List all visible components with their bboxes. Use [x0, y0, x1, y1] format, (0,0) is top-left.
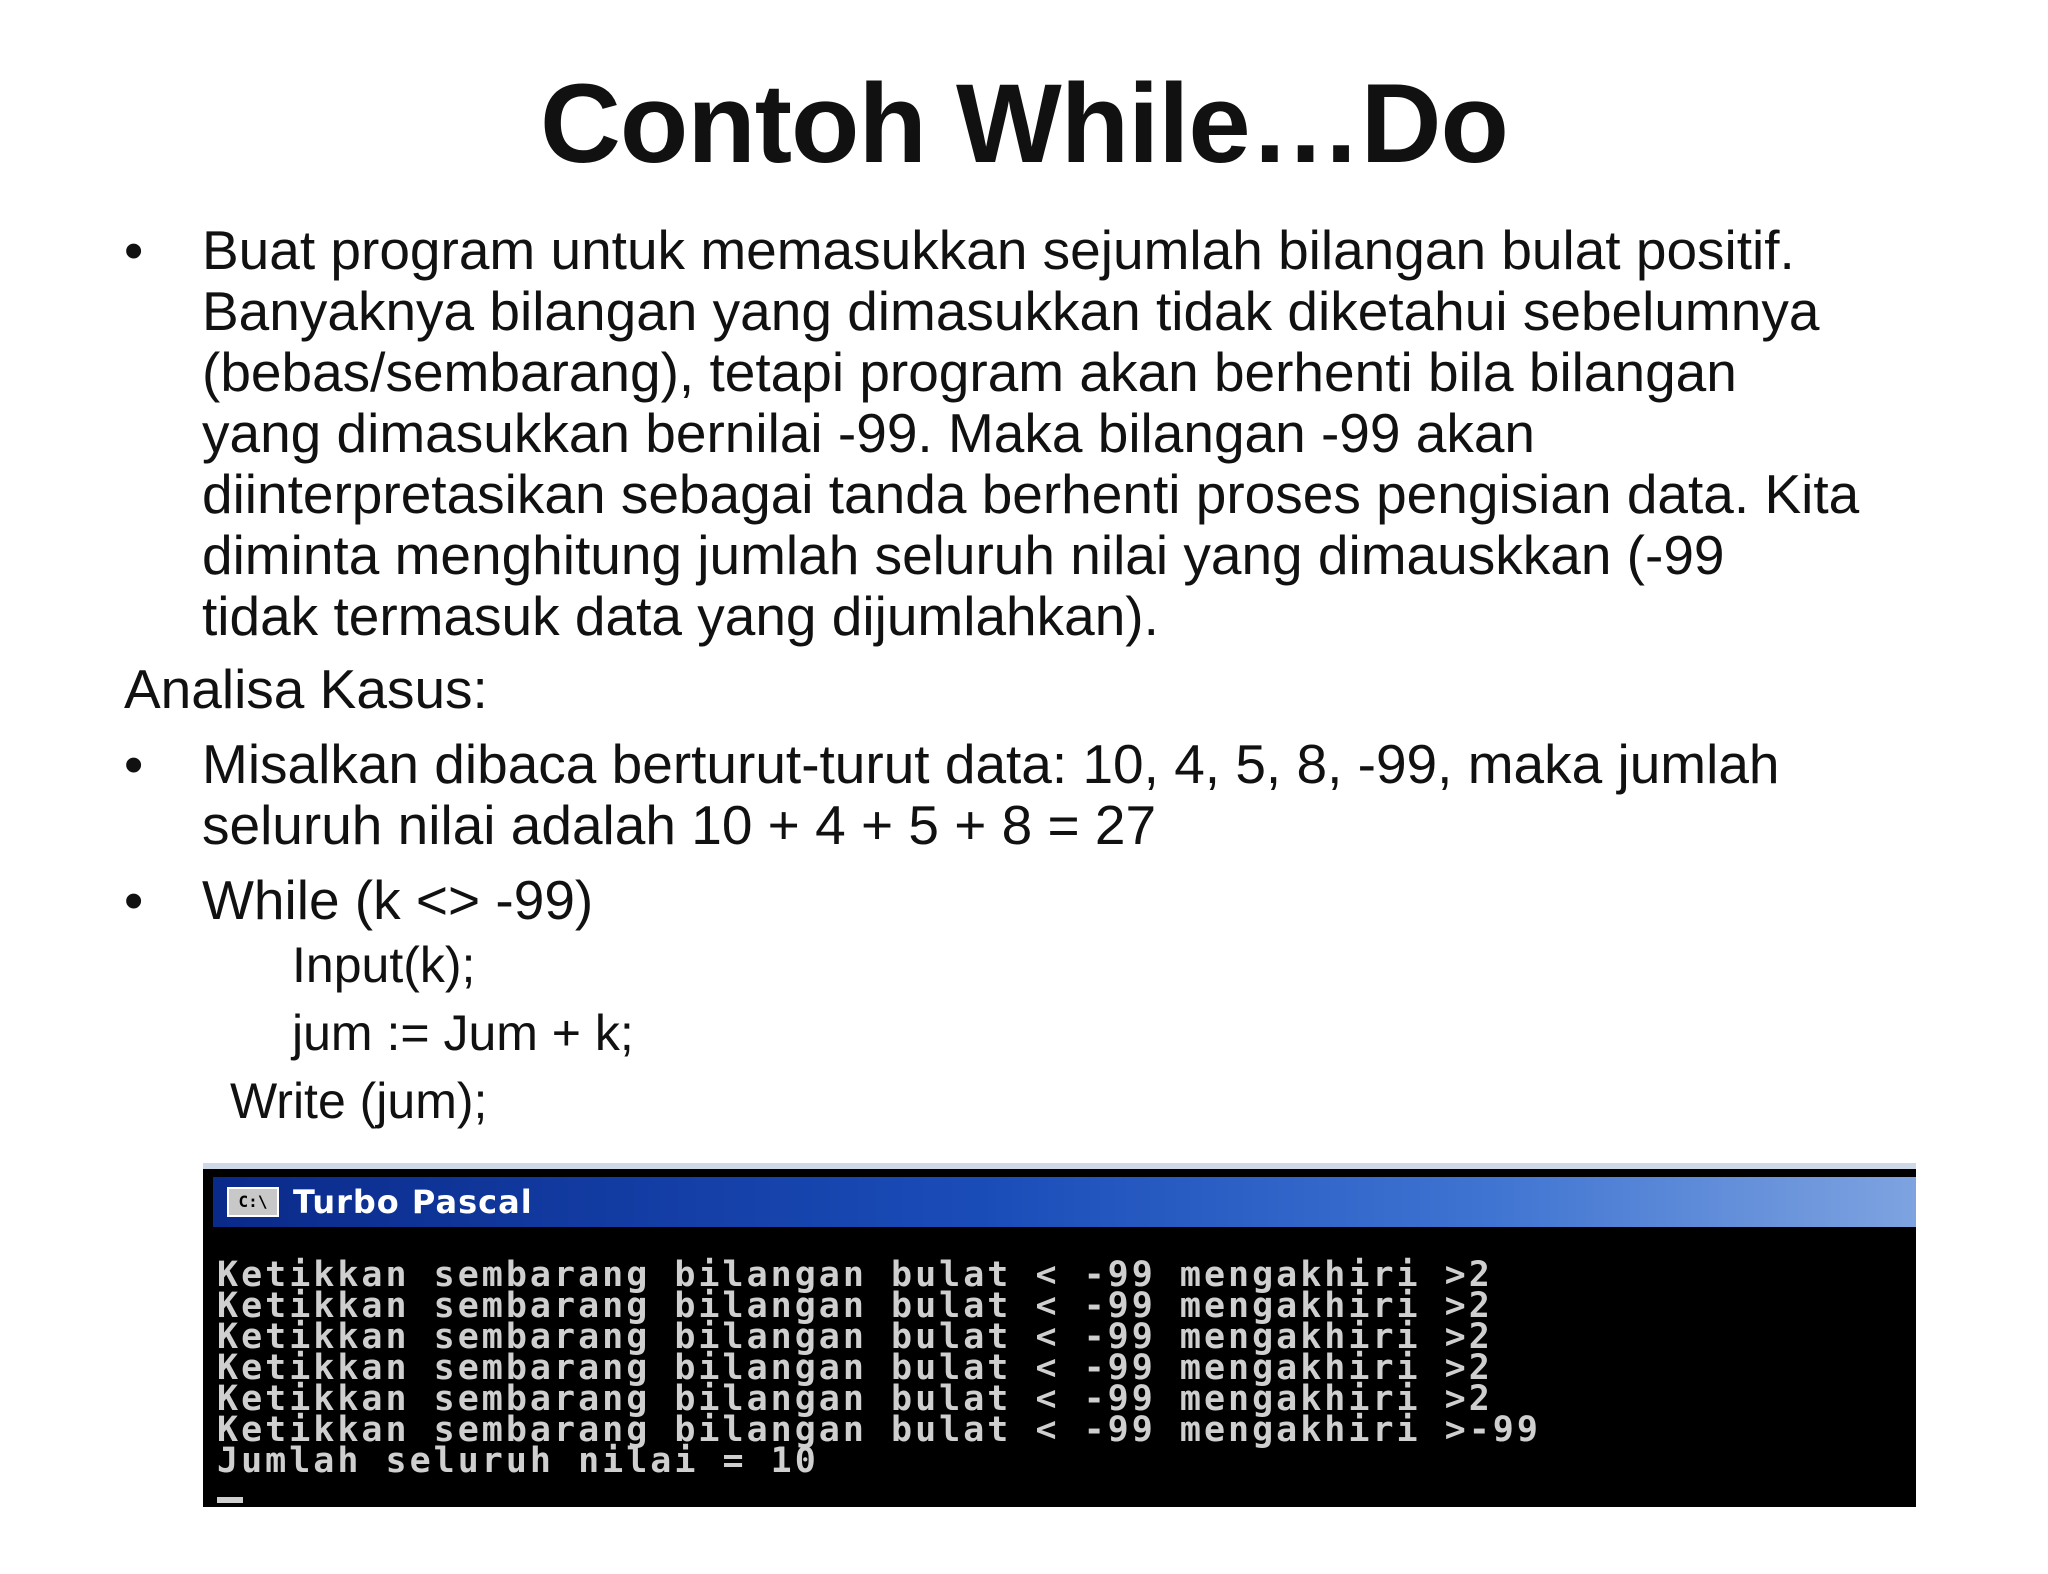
problem-line: Banyaknya bilangan yang dimasukkan tidak diketahui sebelumnya — [202, 280, 1820, 342]
problem-line: diinterpretasikan sebagai tanda berhenti proses pengisian data. Kita — [202, 463, 1860, 525]
while-statement: While (k <> -99) — [202, 869, 594, 931]
terminal-title: Turbo Pascal — [293, 1183, 533, 1221]
terminal-line: Ketikkan sembarang bilangan bulat < -99 mengakhiri >2 — [217, 1255, 1493, 1295]
bullet-dot: • — [124, 869, 144, 931]
pseudocode-block — [124, 931, 1984, 1135]
terminal-line: Ketikkan sembarang bilangan bulat < -99 mengakhiri >2 — [217, 1379, 1493, 1419]
code-line-assign: jum := Jum + k; — [292, 1005, 634, 1061]
problem-line: tidak termasuk data yang dijumlahkan). — [202, 585, 1159, 647]
terminal-output — [203, 1227, 1916, 1570]
turbo-pascal-window — [203, 1163, 1916, 1507]
problem-line: Buat program untuk memasukkan sejumlah bilangan bulat positif. — [202, 219, 1795, 281]
example-line: Misalkan dibaca berturut-turut data: 10, 4, 5, 8, -99, maka jumlah — [202, 733, 1780, 795]
terminal-line: Ketikkan sembarang bilangan bulat < -99 mengakhiri >-99 — [217, 1410, 1541, 1450]
terminal-titlebar[interactable] — [213, 1177, 1916, 1227]
problem-line: yang dimasukkan bernilai -99. Maka bilangan -99 akan — [202, 402, 1536, 464]
code-line-input: Input(k); — [292, 937, 476, 993]
terminal-line: Ketikkan sembarang bilangan bulat < -99 mengakhiri >2 — [217, 1317, 1493, 1357]
bullet-while-loop — [124, 870, 1984, 931]
terminal-line: Jumlah seluruh nilai = 10 — [217, 1441, 819, 1481]
bullet-dot: • — [124, 733, 144, 795]
analysis-heading: Analisa Kasus: — [124, 658, 488, 720]
slide-body — [124, 220, 1984, 1135]
bullet-dot: • — [124, 219, 144, 281]
bullet-problem-statement — [124, 220, 1984, 647]
problem-line: (bebas/sembarang), tetapi program akan berhenti bila bilangan — [202, 341, 1737, 403]
terminal-line: Ketikkan sembarang bilangan bulat < -99 mengakhiri >2 — [217, 1286, 1493, 1326]
code-line-write: Write (jum); — [230, 1073, 488, 1129]
slide-title: Contoh While…Do — [540, 61, 1508, 186]
bullet-example — [124, 734, 1984, 856]
console-icon: C:\ — [227, 1187, 279, 1217]
problem-line: diminta menghitung jumlah seluruh nilai yang dimauskkan (-99 — [202, 524, 1725, 586]
example-line: seluruh nilai adalah 10 + 4 + 5 + 8 = 27 — [202, 794, 1157, 856]
terminal-line: Ketikkan sembarang bilangan bulat < -99 mengakhiri >2 — [217, 1348, 1493, 1388]
terminal-cursor — [217, 1497, 243, 1503]
